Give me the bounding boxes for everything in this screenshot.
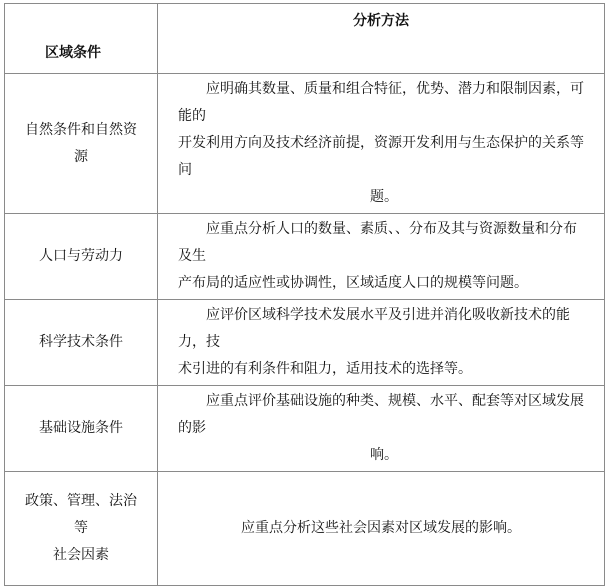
method-cell [158,300,605,386]
table-row [5,214,605,300]
condition-cell: 人口与劳动力 [5,214,158,300]
table-row [5,300,605,386]
condition-line: 社会因素 [53,547,109,563]
table-row [5,386,605,472]
condition-line: 政策、管理、法治 [25,493,137,509]
method-line: 响。 [370,447,398,463]
method-line: 应评价区域科学技术发展水平及引进并消化吸收新技术的能力，技 [178,307,570,350]
method-cell [158,74,605,214]
method-line: 产布局的适应性或协调性，区域适度人口的规模等问题。 [178,275,528,291]
method-line: 开发利用方向及技术经济前提，资源开发利用与生态保护的关系等问 [178,135,584,178]
region-conditions-table [4,3,605,586]
condition-cell: 基础设施条件 [5,386,158,472]
condition-cell: 科学技术条件 [5,300,158,386]
condition-line: 源 [74,148,88,165]
method-line: 术引进的有利条件和阻力，适用技术的选择等。 [178,361,472,377]
condition-cell [5,472,158,586]
method-cell: 应重点分析这些社会因素对区域发展的影响。 [158,472,605,586]
condition-cell [5,74,158,214]
method-line: 应重点评价基础设施的种类、规模、水平、配套等对区域发展的影 [178,393,584,436]
table-row [5,472,605,586]
table-row [5,74,605,214]
condition-line: 等 [74,520,88,536]
method-cell [158,214,605,300]
method-line: 题。 [370,189,398,205]
method-cell [158,386,605,472]
method-line: 应明确其数量、质量和组合特征，优势、潜力和限制因素，可能的 [178,81,584,124]
header-analysis-method: 分析方法 [158,4,605,74]
condition-line: 自然条件和自然资 [25,121,137,138]
table-header-row [5,4,605,74]
method-line: 应重点分析人口的数量、素质、、分布及其与资源数量和分布及生 [178,221,577,264]
header-region-conditions: 区域条件 [5,4,158,74]
